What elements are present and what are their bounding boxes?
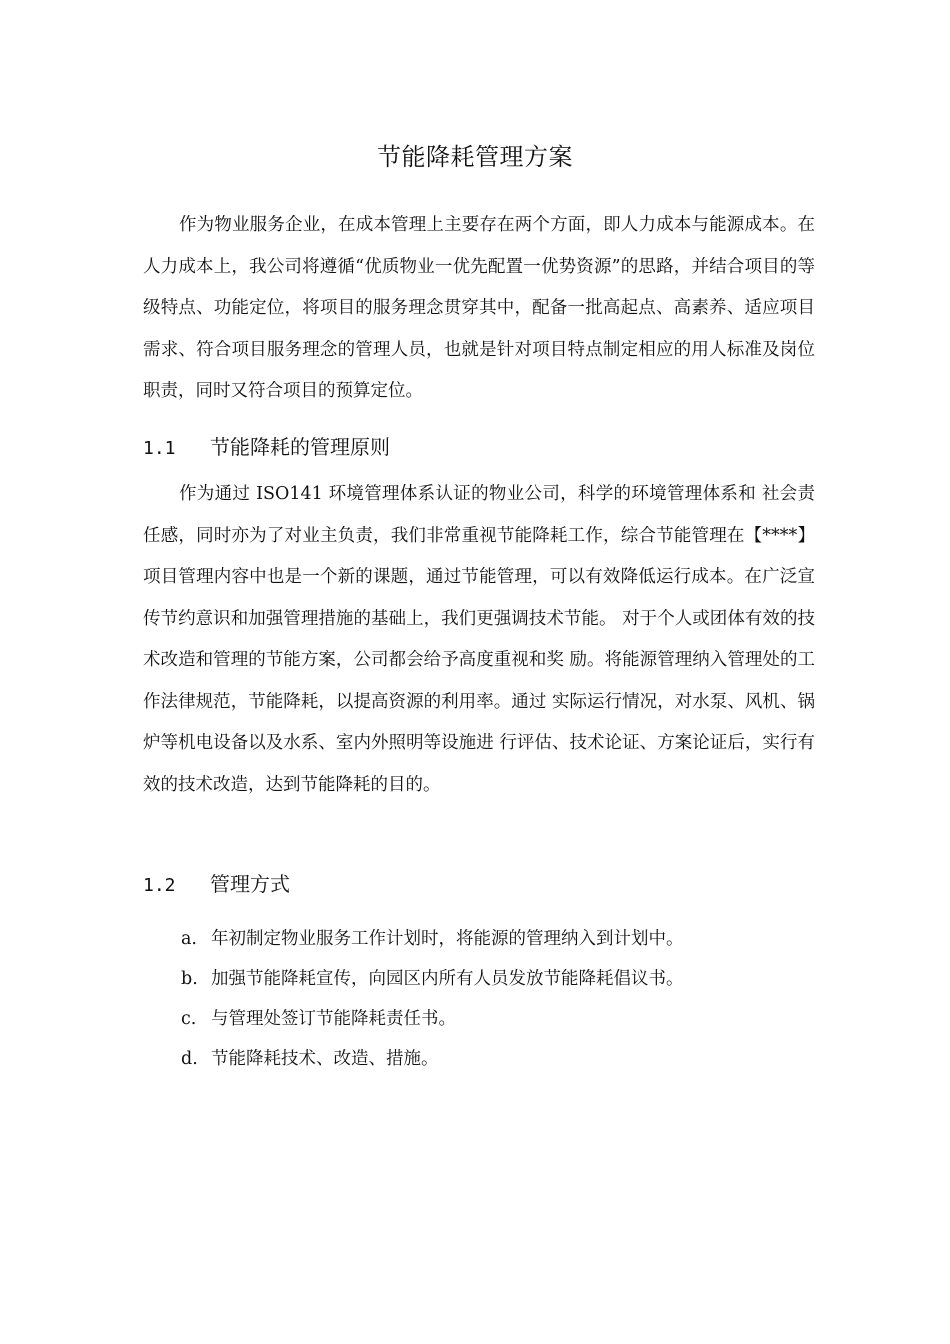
management-method-list bbox=[181, 919, 821, 1079]
list-item-text: 与管理处签订节能降耗责任书。 bbox=[211, 1009, 456, 1029]
section-heading-1-2 bbox=[143, 870, 815, 900]
section-number: 1.1 bbox=[143, 438, 176, 459]
list-marker: d. bbox=[181, 1049, 198, 1069]
list-item-text: 年初制定物业服务工作计划时，将能源的管理纳入到计划中。 bbox=[211, 929, 684, 949]
section-title: 节能降耗的管理原则 bbox=[210, 435, 390, 459]
section-title: 管理方式 bbox=[210, 872, 290, 896]
section-1-1-paragraph: 作为通过 ISO141 环境管理体系认证的物业公司，科学的环境管理体系和 社会责任感，同时亦为了对业主负责，我们非常重视节能降耗工作，综合节能管理在【****】项目管理内容中也是一个新的课题，通过节能管理，可以有效降低运行成本。在广泛宣传节约意识和加强管理措施的基础上，我们更强调技术节能。 对于个人或团体有效的技术改造和管理的节能方案，公司都会给予高度重视和奖 励。将能源管理纳入管理处的工作法律规范，节能降耗，以提高资源的利用率。通过 实际运行情况，对水泵、风机、锅炉等机电设备以及水系、室内外照明等设施进 行评估、技术论证、方案论证后，实行有效的技术改造，达到节能降耗的目的。 bbox=[143, 484, 815, 795]
document-title: 节能降耗管理方案 bbox=[377, 143, 573, 171]
section-number: 1.2 bbox=[143, 875, 176, 896]
list-marker: b. bbox=[181, 969, 198, 989]
list-item-text: 加强节能降耗宣传，向园区内所有人员发放节能降耗倡议书。 bbox=[211, 969, 684, 989]
list-item bbox=[181, 999, 821, 1039]
list-marker: c. bbox=[181, 1009, 197, 1029]
list-item bbox=[181, 1039, 821, 1079]
intro-paragraph: 作为物业服务企业，在成本管理上主要存在两个方面，即人力成本与能源成本。在人力成本上，我公司将遵循“优质物业一优先配置一优势资源”的思路，并结合项目的等级特点、功能定位，将项目的服务理念贯穿其中，配备一批高起点、高素养、适应项目需求、符合项目服务理念的管理人员，也就是针对项目特点制定相应的用人标准及岗位职责，同时又符合项目的预算定位。 bbox=[143, 215, 815, 401]
list-item bbox=[181, 919, 821, 959]
list-item bbox=[181, 959, 821, 999]
list-item-text: 节能降耗技术、改造、措施。 bbox=[211, 1049, 439, 1069]
list-marker: a. bbox=[181, 929, 197, 949]
section-heading-1-1 bbox=[143, 433, 815, 463]
